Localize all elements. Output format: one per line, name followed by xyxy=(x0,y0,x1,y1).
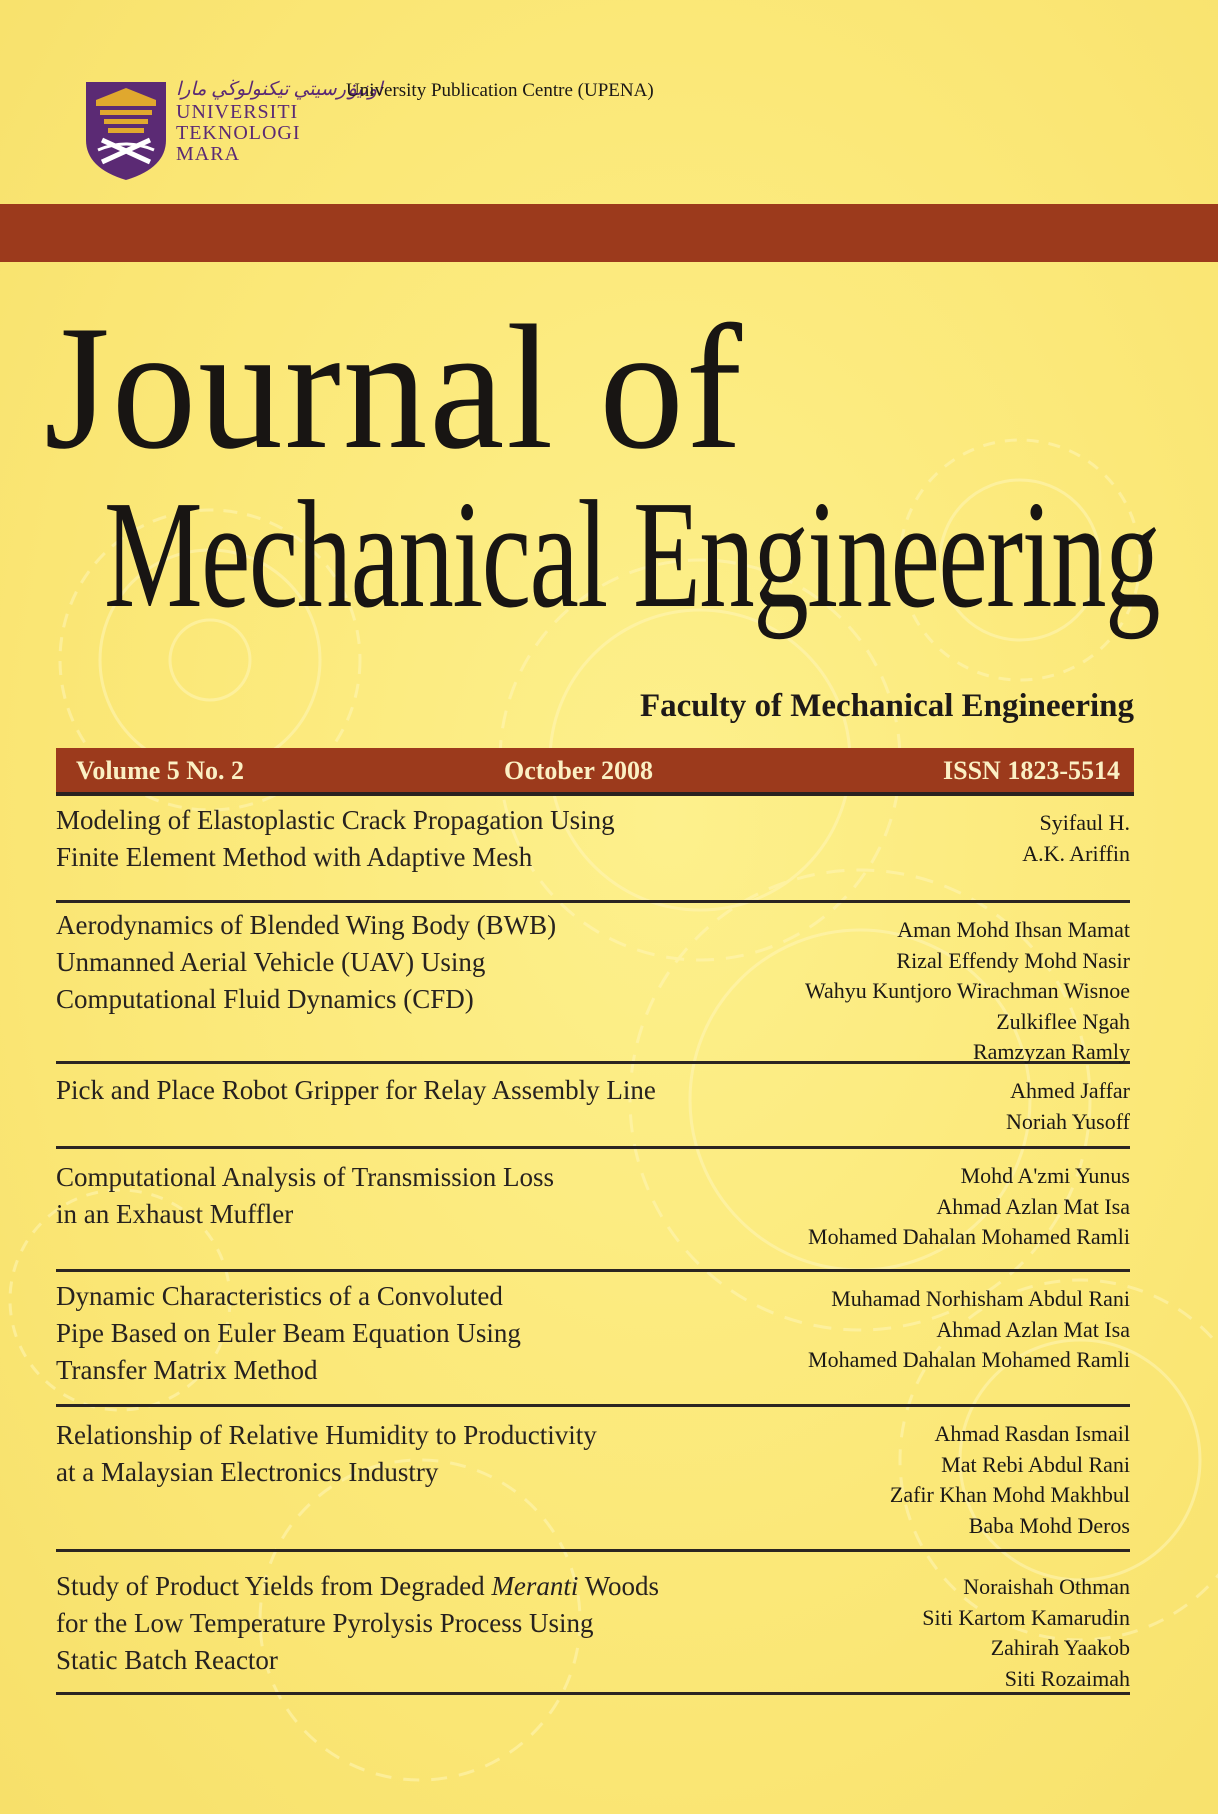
author-name: Noriah Yusoff xyxy=(1005,1108,1130,1134)
article-entry xyxy=(56,1407,1130,1552)
article-title xyxy=(56,1568,659,1679)
university-wordmark xyxy=(176,78,383,165)
article-title-line: Study of Product Yields from Degraded Meranti Woods xyxy=(56,1571,660,1601)
faculty-name: Faculty of Mechanical Engineering xyxy=(639,688,1134,724)
article-title xyxy=(56,1417,597,1491)
issue-info-bar xyxy=(56,748,1134,796)
article-authors xyxy=(922,1572,1130,1694)
publication-centre: University Publication Centre (UPENA) xyxy=(346,80,654,101)
author-name: Muhamad Norhisham Abdul Rani xyxy=(831,1286,1130,1311)
article-title-line: Modeling of Elastoplastic Crack Propagation Using xyxy=(56,805,615,835)
issue-date: October 2008 xyxy=(504,756,653,785)
article-authors xyxy=(1022,808,1130,869)
author-name: Ramzyzan Ramly xyxy=(972,1039,1130,1064)
article-title-line: Static Batch Reactor xyxy=(56,1645,278,1675)
author-name: Siti Rozaimah xyxy=(1004,1665,1130,1691)
author-name: Ahmad Azlan Mat Isa xyxy=(936,1316,1130,1342)
author-name: Mohamed Dahalan Mohamed Ramli xyxy=(808,1347,1130,1372)
article-title-line: Unmanned Aerial Vehicle (UAV) Using xyxy=(56,947,486,977)
university-jawi-name: اونيۏرسيتي تيكنولوڬي مارا xyxy=(176,79,383,100)
article-authors xyxy=(808,1161,1130,1253)
article-authors xyxy=(805,915,1130,1068)
author-name: Ahmad Rasdan Ismail xyxy=(934,1421,1130,1446)
author-name: Baba Mohd Deros xyxy=(968,1512,1130,1538)
article-entry xyxy=(56,1552,1130,1695)
author-name: Syifaul H. xyxy=(1039,810,1130,835)
article-entry xyxy=(56,1149,1130,1272)
journal-title-line-1: Journal of xyxy=(44,288,744,486)
article-title-line: Pipe Based on Euler Beam Equation Using xyxy=(56,1318,521,1348)
article-title-line: Computational Fluid Dynamics (CFD) xyxy=(56,984,474,1014)
author-name: Rizal Effendy Mohd Nasir xyxy=(896,947,1130,973)
article-title-line: Transfer Matrix Method xyxy=(56,1355,318,1385)
article-authors xyxy=(890,1419,1130,1541)
author-name: Zahirah Yaakob xyxy=(990,1635,1130,1660)
article-title-line: Aerodynamics of Blended Wing Body (BWB) xyxy=(56,910,557,940)
university-name-line: UNIVERSITI xyxy=(176,101,299,123)
article-title-line: Finite Element Method with Adaptive Mesh xyxy=(56,842,533,872)
author-name: Ahmad Azlan Mat Isa xyxy=(936,1193,1130,1219)
article-title-line: in an Exhaust Muffler xyxy=(56,1199,294,1229)
article-title-line: at a Malaysian Electronics Industry xyxy=(56,1457,439,1487)
university-name-line: TEKNOLOGI xyxy=(176,122,301,144)
author-name: Mat Rebi Abdul Rani xyxy=(941,1451,1130,1477)
article-authors xyxy=(1006,1076,1130,1137)
article-title xyxy=(56,1278,521,1389)
article-title xyxy=(56,1072,656,1109)
article-title xyxy=(56,802,615,876)
article-entry xyxy=(56,800,1130,903)
journal-title-line-2: Mechanical Engineering xyxy=(104,470,1160,640)
author-name: Ahmed Jaffar xyxy=(1010,1078,1130,1103)
article-title-line: Computational Analysis of Transmission Loss xyxy=(56,1162,555,1192)
article-title-line: Pick and Place Robot Gripper for Relay Assembly Line xyxy=(56,1075,656,1105)
article-title xyxy=(56,907,556,1018)
author-name: Mohd A'zmi Yunus xyxy=(960,1163,1130,1188)
article-title-line: Dynamic Characteristics of a Convoluted xyxy=(56,1281,503,1311)
article-entry xyxy=(56,1272,1130,1407)
volume-number: Volume 5 No. 2 xyxy=(76,756,245,785)
article-authors xyxy=(808,1284,1130,1376)
italic-species-name: Meranti xyxy=(491,1571,579,1601)
author-name: Mohamed Dahalan Mohamed Ramli xyxy=(808,1224,1130,1249)
article-title-line: Relationship of Relative Humidity to Productivity xyxy=(56,1420,597,1450)
issn-number: ISSN 1823-5514 xyxy=(943,756,1120,785)
author-name: Aman Mohd Ihsan Mamat xyxy=(897,917,1130,942)
top-color-band xyxy=(0,204,1218,262)
article-entry xyxy=(56,903,1130,1064)
author-name: Zafir Khan Mohd Makhbul xyxy=(889,1482,1130,1507)
author-name: Wahyu Kuntjoro Wirachman Wisnoe xyxy=(805,978,1130,1003)
table-of-contents xyxy=(56,800,1130,1695)
author-name: Zulkiflee Ngah xyxy=(996,1008,1130,1034)
article-entry xyxy=(56,1064,1130,1149)
university-name-line: MARA xyxy=(176,143,241,165)
author-name: Noraishah Othman xyxy=(963,1574,1130,1599)
author-name: A.K. Ariffin xyxy=(1022,840,1130,866)
article-title-line: for the Low Temperature Pyrolysis Process Using xyxy=(56,1608,594,1638)
article-title xyxy=(56,1159,554,1233)
uitm-crest-logo xyxy=(80,78,172,182)
author-name: Siti Kartom Kamarudin xyxy=(922,1604,1130,1630)
